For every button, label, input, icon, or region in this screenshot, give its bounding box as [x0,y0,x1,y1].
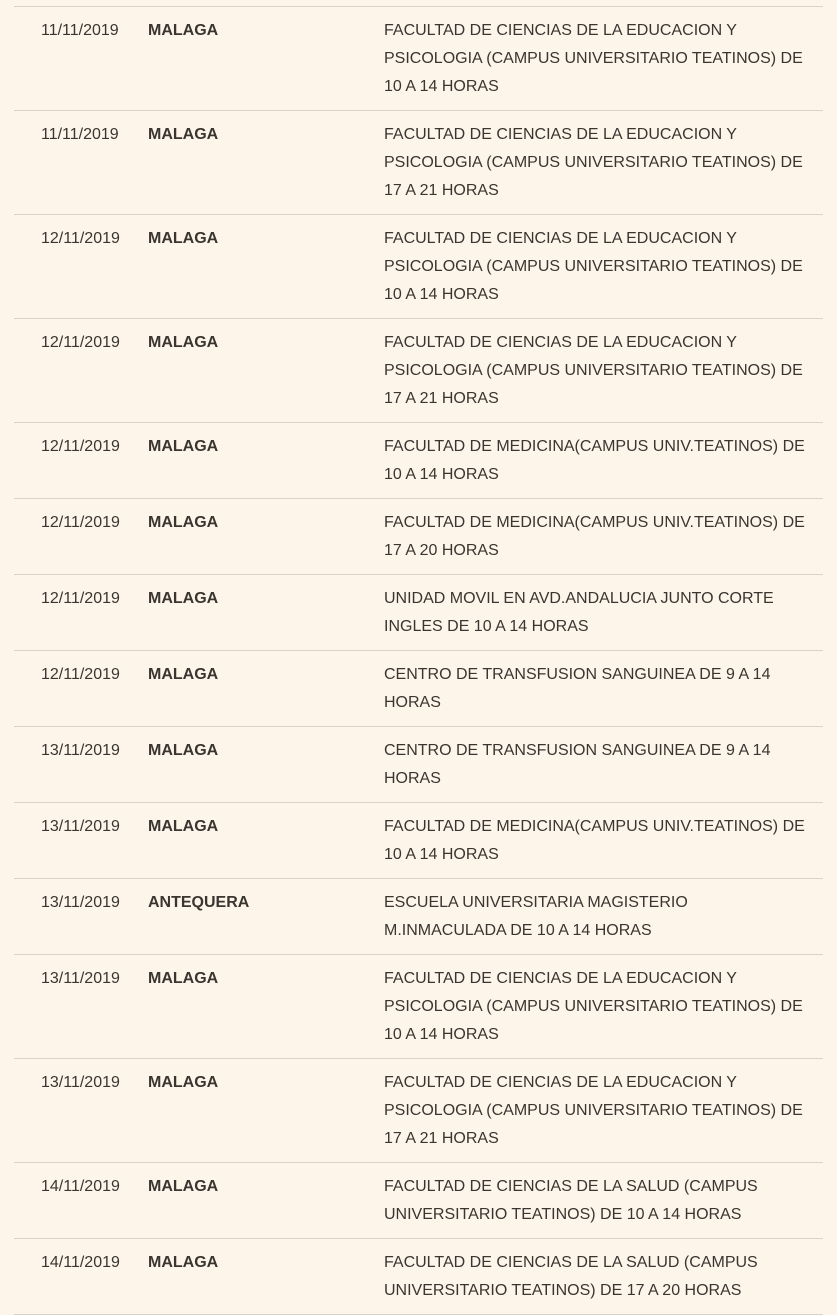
table-row [14,1059,823,1163]
row-city: MALAGA [148,1178,219,1195]
row-date: 14/11/2019 [41,1254,120,1271]
row-date: 12/11/2019 [41,230,120,247]
row-city: MALAGA [148,818,219,835]
table-row [14,111,823,215]
table-row [14,319,823,423]
row-city: MALAGA [148,1074,219,1091]
row-city: MALAGA [148,438,219,455]
row-city: MALAGA [148,334,219,351]
row-date: 12/11/2019 [41,666,120,683]
row-place: FACULTAD DE CIENCIAS DE LA EDUCACION Y PSICOLOGIA (CAMPUS UNIVERSITARIO TEATINOS) DE 10 A 14 HORAS [384,22,803,95]
row-city: MALAGA [148,514,219,531]
row-date: 14/11/2019 [41,1178,120,1195]
row-place: ESCUELA UNIVERSITARIA MAGISTERIO M.INMACULADA DE 10 A 14 HORAS [384,894,688,939]
table-row [14,955,823,1059]
table-row [14,651,823,727]
row-date: 11/11/2019 [41,22,119,39]
row-place: FACULTAD DE CIENCIAS DE LA EDUCACION Y PSICOLOGIA (CAMPUS UNIVERSITARIO TEATINOS) DE 10 A 14 HORAS [384,970,803,1043]
row-date: 12/11/2019 [41,590,120,607]
row-city: MALAGA [148,970,219,987]
row-place: FACULTAD DE CIENCIAS DE LA EDUCACION Y PSICOLOGIA (CAMPUS UNIVERSITARIO TEATINOS) DE 17 A 21 HORAS [384,334,803,407]
row-place: FACULTAD DE MEDICINA(CAMPUS UNIV.TEATINOS) DE 17 A 20 HORAS [384,514,805,559]
row-date: 13/11/2019 [41,894,120,911]
table-row [14,1239,823,1315]
row-date: 12/11/2019 [41,334,120,351]
table-row [14,1163,823,1239]
table-row [14,803,823,879]
row-city: MALAGA [148,1254,219,1271]
row-date: 11/11/2019 [41,126,119,143]
table-row [14,423,823,499]
row-date: 12/11/2019 [41,438,120,455]
row-place: CENTRO DE TRANSFUSION SANGUINEA DE 9 A 14 HORAS [384,666,771,711]
row-place: FACULTAD DE MEDICINA(CAMPUS UNIV.TEATINOS) DE 10 A 14 HORAS [384,818,805,863]
row-place: FACULTAD DE CIENCIAS DE LA SALUD (CAMPUS UNIVERSITARIO TEATINOS) DE 10 A 14 HORAS [384,1178,758,1223]
row-date: 13/11/2019 [41,818,120,835]
donation-schedule-table [14,6,823,1315]
row-place: FACULTAD DE CIENCIAS DE LA SALUD (CAMPUS UNIVERSITARIO TEATINOS) DE 17 A 20 HORAS [384,1254,758,1299]
table-row [14,879,823,955]
row-city: MALAGA [148,230,219,247]
row-place: FACULTAD DE CIENCIAS DE LA EDUCACION Y PSICOLOGIA (CAMPUS UNIVERSITARIO TEATINOS) DE 17 A 21 HORAS [384,1074,803,1147]
row-city: MALAGA [148,742,219,759]
row-place: CENTRO DE TRANSFUSION SANGUINEA DE 9 A 14 HORAS [384,742,771,787]
row-date: 13/11/2019 [41,970,120,987]
row-city: MALAGA [148,22,219,39]
row-place: FACULTAD DE CIENCIAS DE LA EDUCACION Y PSICOLOGIA (CAMPUS UNIVERSITARIO TEATINOS) DE 10 A 14 HORAS [384,230,803,303]
table-row [14,215,823,319]
row-city: ANTEQUERA [148,894,250,911]
row-date: 13/11/2019 [41,742,120,759]
row-date: 12/11/2019 [41,514,120,531]
row-place: FACULTAD DE MEDICINA(CAMPUS UNIV.TEATINOS) DE 10 A 14 HORAS [384,438,805,483]
table-row [14,727,823,803]
table-row [14,575,823,651]
row-place: FACULTAD DE CIENCIAS DE LA EDUCACION Y PSICOLOGIA (CAMPUS UNIVERSITARIO TEATINOS) DE 17 A 21 HORAS [384,126,803,199]
table-row [14,7,823,111]
row-city: MALAGA [148,666,219,683]
row-place: UNIDAD MOVIL EN AVD.ANDALUCIA JUNTO CORTE INGLES DE 10 A 14 HORAS [384,590,774,635]
row-city: MALAGA [148,590,219,607]
table-row [14,499,823,575]
row-city: MALAGA [148,126,219,143]
row-date: 13/11/2019 [41,1074,120,1091]
